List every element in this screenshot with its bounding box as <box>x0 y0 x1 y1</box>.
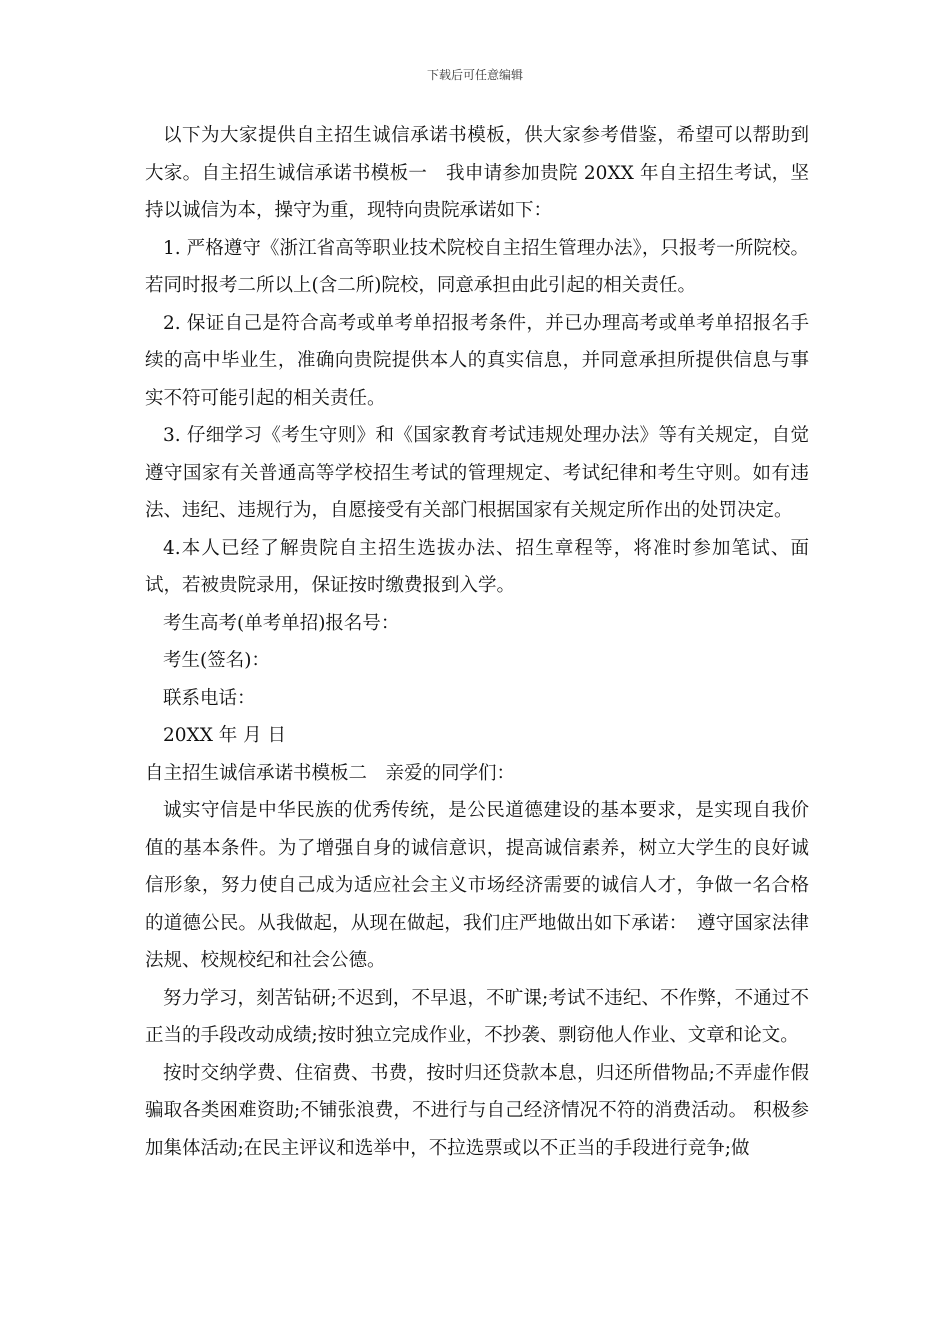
study-paragraph: 努力学习，刻苦钻研;不迟到，不早退，不旷课;考试不违纪、不作弊，不通过不正当的手段改动成绩;按时独立完成作业，不抄袭、剽窃他人作业、文章和论文。 <box>145 987 809 1046</box>
registration-number-field: 考生高考(单考单招)报名号： <box>163 612 400 634</box>
template-two-heading: 自主招生诚信承诺书模板二 亲爱的同学们： <box>145 762 516 784</box>
honesty-paragraph: 诚实守信是中华民族的优秀传统，是公民道德建设的基本要求，是实现自我价值的基本条件。为了增强自身的诚信意识，提高诚信素养，树立大学生的良好诚信形象，努力使自己成为适应社会主义市场经济需要的诚信人才，争做一名合格的道德公民。从我做起，从现在做起，我们庄严地做出如下承诺： 遵守国家法律法规、校规校纪和社会公德。 <box>145 800 809 971</box>
pledge-item-2: 2. 保证自己是符合高考或单考单招报考条件，并已办理高考或单考单招报名手续的高中毕业生，准确向贵院提供本人的真实信息，并同意承担所提供信息与事实不符可能引起的相关责任。 <box>145 312 809 409</box>
signature-field: 考生(签名)： <box>163 650 270 671</box>
pledge-item-4: 4.本人已经了解贵院自主招生选拔办法、招生章程等，将准时参加笔试、面试，若被贵院录用，保证按时缴费报到入学。 <box>145 537 809 596</box>
phone-field: 联系电话： <box>163 687 256 709</box>
pledge-item-1: 1. 严格遵守《浙江省高等职业技术院校自主招生管理办法》，只报考一所院校。若同时报考二所以上(含二所)院校，同意承担由此引起的相关责任。 <box>145 237 809 296</box>
pledge-item-3: 3. 仔细学习《考生守则》和《国家教育考试违规处理办法》等有关规定，自觉遵守国家有关普通高等学校招生考试的管理规定、考试纪律和考生守则。如有违法、违纪、违规行为，自愿接受有关部门根据国家有关规定所作出的处罚决定。 <box>145 425 809 521</box>
intro-paragraph: 以下为大家提供自主招生诚信承诺书模板，供大家参考借鉴，希望可以帮助到大家。自主招生诚信承诺书模板一 我申请参加贵院 20XX 年自主招生考试，坚持以诚信为本，操守为重，现特向贵院承诺如下： <box>145 125 809 221</box>
document-body <box>145 117 809 1167</box>
page-header: 下载后可任意编辑 <box>426 68 523 82</box>
fees-paragraph: 按时交纳学费、住宿费、书费，按时归还贷款本息，归还所借物品;不弄虚作假骗取各类困难资助;不铺张浪费，不进行与自己经济情况不符的消费活动。 积极参加集体活动;在民主评议和选举中，不拉选票或以不正当的手段进行竞争;做 <box>145 1062 809 1159</box>
date-field: 20XX 年 月 日 <box>163 725 287 746</box>
